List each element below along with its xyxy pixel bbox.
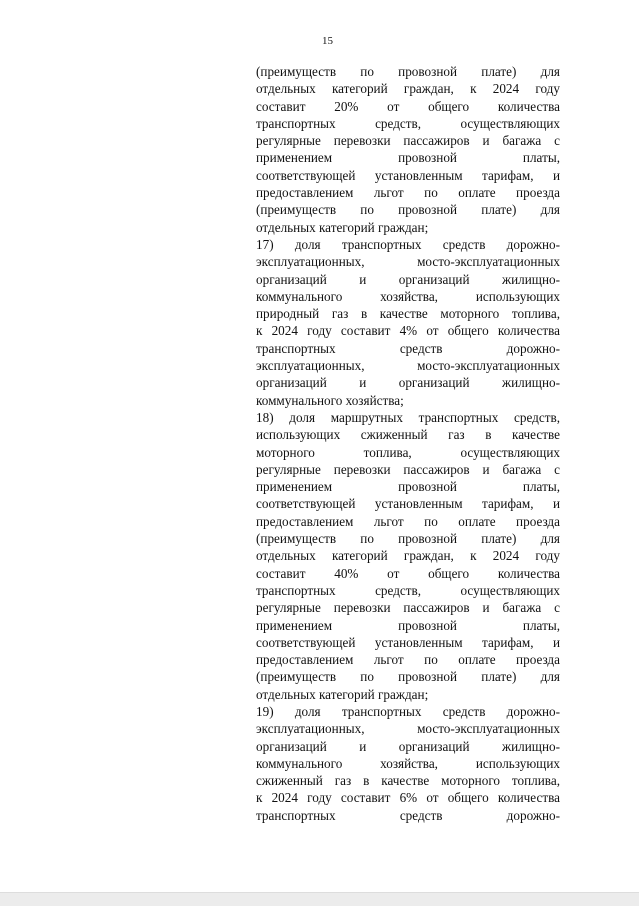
text-line: соответствующей установленным тарифам, и (256, 496, 560, 512)
text-line: предоставлением льгот по оплате проезда (256, 185, 560, 201)
text-line: предоставлением льгот по оплате проезда (256, 513, 560, 529)
text-line: использующих сжиженный газ в качестве (256, 427, 560, 443)
text-line: регулярные перевозки пассажиров и багажа с (256, 461, 560, 477)
text-line: регулярные перевозки пассажиров и багажа с (256, 133, 560, 149)
text-line: отдельных категорий граждан, к 2024 году (256, 81, 560, 97)
text-line: эксплуатационных, мосто-эксплуатационных (256, 358, 560, 374)
text-line: регулярные перевозки пассажиров и багажа с (256, 600, 560, 616)
text-line: транспортных средств дорожно- (256, 340, 560, 356)
text-line: транспортных средств, осуществляющих (256, 582, 560, 598)
text-line: применением провозной платы, (256, 617, 560, 633)
text-line: 18) доля маршрутных транспортных средств, (256, 409, 560, 425)
viewer-bottom-edge (0, 892, 639, 906)
text-line: (преимуществ по провозной плате) для (256, 531, 560, 547)
text-line: эксплуатационных, мосто-эксплуатационных (256, 721, 560, 737)
text-line: составит 40% от общего количества (256, 565, 560, 581)
text-line: транспортных средств, осуществляющих (256, 115, 560, 131)
text-line: предоставлением льгот по оплате проезда (256, 652, 560, 668)
text-line: организаций и организаций жилищно- (256, 375, 560, 391)
text-line: 17) доля транспортных средств дорожно- (256, 236, 560, 252)
text-line: составит 20% от общего количества (256, 98, 560, 114)
text-line: 19) доля транспортных средств дорожно- (256, 703, 560, 719)
text-line: применением провозной платы, (256, 150, 560, 166)
text-line: отдельных категорий граждан; (256, 686, 429, 702)
text-line: (преимуществ по провозной плате) для (256, 64, 560, 79)
page-number: 15 (322, 35, 333, 47)
text-line: к 2024 году составит 6% от общего количества (256, 790, 560, 806)
text-line: применением провозной платы, (256, 479, 560, 495)
text-line: коммунального хозяйства; (256, 392, 404, 408)
text-line: организаций и организаций жилищно- (256, 271, 560, 287)
text-line: природный газ в качестве моторного топлива, (256, 306, 560, 322)
text-line: отдельных категорий граждан; (256, 219, 429, 235)
text-line: коммунального хозяйства, использующих (256, 288, 560, 304)
text-line: сжиженный газ в качестве моторного топлива, (256, 773, 560, 789)
text-line: коммунального хозяйства, использующих (256, 755, 560, 771)
text-line: (преимуществ по провозной плате) для (256, 669, 560, 685)
text-line: соответствующей установленным тарифам, и (256, 634, 560, 650)
text-line: отдельных категорий граждан, к 2024 году (256, 548, 560, 564)
text-line: транспортных средств дорожно- (256, 807, 560, 823)
text-line: (преимуществ по провозной плате) для (256, 202, 560, 218)
text-line: соответствующей установленным тарифам, и (256, 167, 560, 183)
text-line: к 2024 году составит 4% от общего количества (256, 323, 560, 339)
text-line: моторного топлива, осуществляющих (256, 444, 560, 460)
document-body-text (256, 63, 560, 824)
text-line: эксплуатационных, мосто-эксплуатационных (256, 254, 560, 270)
text-line: организаций и организаций жилищно- (256, 738, 560, 754)
